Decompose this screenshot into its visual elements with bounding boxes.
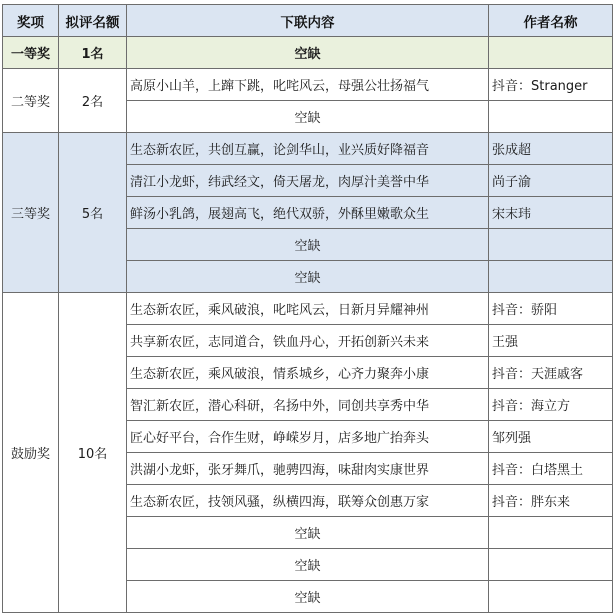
author-cell[interactable]: 抖音：天涯戚客 bbox=[489, 357, 613, 389]
couplet-cell[interactable]: 匠心好平台，合作生财，峥嵘岁月，店多地广抬奔头 bbox=[127, 421, 489, 453]
couplet-cell[interactable]: 空缺 bbox=[127, 581, 489, 613]
couplet-cell[interactable]: 生态新农匠，共创互赢，论剑华山，业兴质好降福音 bbox=[127, 133, 489, 165]
award-cell-second[interactable]: 二等奖 bbox=[3, 69, 59, 133]
author-cell[interactable] bbox=[489, 517, 613, 549]
author-cell[interactable]: 尚子渝 bbox=[489, 165, 613, 197]
author-cell[interactable] bbox=[489, 261, 613, 293]
awards-table bbox=[2, 4, 613, 613]
table-row bbox=[3, 69, 613, 101]
quota-cell-first[interactable]: 1名 bbox=[59, 37, 127, 69]
couplet-cell[interactable]: 生态新农匠，乘风破浪，叱咤风云，日新月异耀神州 bbox=[127, 293, 489, 325]
author-cell[interactable]: 张成超 bbox=[489, 133, 613, 165]
header-row bbox=[3, 5, 613, 37]
couplet-cell[interactable]: 智汇新农匠，潜心科研，名扬中外，同创共享秀中华 bbox=[127, 389, 489, 421]
award-cell-third[interactable]: 三等奖 bbox=[3, 133, 59, 293]
couplet-cell[interactable]: 空缺 bbox=[127, 549, 489, 581]
author-cell[interactable] bbox=[489, 229, 613, 261]
header-author[interactable]: 作者名称 bbox=[489, 5, 613, 37]
author-cell[interactable]: 邹列强 bbox=[489, 421, 613, 453]
couplet-cell[interactable]: 生态新农匠，技领风骚，纵横四海，联筹众创惠万家 bbox=[127, 485, 489, 517]
author-cell[interactable]: 抖音：白塔黑土 bbox=[489, 453, 613, 485]
author-cell[interactable]: 抖音：Stranger bbox=[489, 69, 613, 101]
quota-cell-encouragement[interactable]: 10名 bbox=[59, 293, 127, 613]
couplet-cell[interactable]: 空缺 bbox=[127, 261, 489, 293]
couplet-cell[interactable]: 高原小山羊，上蹿下跳，叱咤风云，母强公壮扬福气 bbox=[127, 69, 489, 101]
header-quota[interactable]: 拟评名额 bbox=[59, 5, 127, 37]
author-cell[interactable]: 抖音：胖东来 bbox=[489, 485, 613, 517]
award-cell-first[interactable]: 一等奖 bbox=[3, 37, 59, 69]
table-row bbox=[3, 133, 613, 165]
couplet-cell[interactable]: 生态新农匠，乘风破浪，情系城乡，心齐力聚奔小康 bbox=[127, 357, 489, 389]
table-row bbox=[3, 293, 613, 325]
author-cell[interactable]: 抖音：海立方 bbox=[489, 389, 613, 421]
author-cell[interactable] bbox=[489, 101, 613, 133]
table-row bbox=[3, 37, 613, 69]
author-cell[interactable] bbox=[489, 581, 613, 613]
couplet-cell[interactable]: 空缺 bbox=[127, 101, 489, 133]
author-cell[interactable]: 抖音：骄阳 bbox=[489, 293, 613, 325]
author-cell[interactable]: 宋末玮 bbox=[489, 197, 613, 229]
couplet-cell[interactable]: 空缺 bbox=[127, 517, 489, 549]
couplet-cell[interactable]: 鲜汤小乳鸽，展翅高飞，绝代双骄，外酥里嫩歌众生 bbox=[127, 197, 489, 229]
couplet-cell[interactable]: 洪湖小龙虾，张牙舞爪，驰骋四海，味甜肉实康世界 bbox=[127, 453, 489, 485]
couplet-cell[interactable]: 共享新农匠，志同道合，铁血丹心，开拓创新兴未来 bbox=[127, 325, 489, 357]
header-award[interactable]: 奖项 bbox=[3, 5, 59, 37]
couplet-cell[interactable]: 空缺 bbox=[127, 229, 489, 261]
couplet-cell[interactable]: 清江小龙虾，纬武经文，倚天屠龙，肉厚汁美誉中华 bbox=[127, 165, 489, 197]
author-cell[interactable]: 王强 bbox=[489, 325, 613, 357]
author-cell[interactable] bbox=[489, 37, 613, 69]
header-couplet[interactable]: 下联内容 bbox=[127, 5, 489, 37]
couplet-cell[interactable]: 空缺 bbox=[127, 37, 489, 69]
quota-cell-third[interactable]: 5名 bbox=[59, 133, 127, 293]
author-cell[interactable] bbox=[489, 549, 613, 581]
award-cell-encouragement[interactable]: 鼓励奖 bbox=[3, 293, 59, 613]
quota-cell-second[interactable]: 2名 bbox=[59, 69, 127, 133]
